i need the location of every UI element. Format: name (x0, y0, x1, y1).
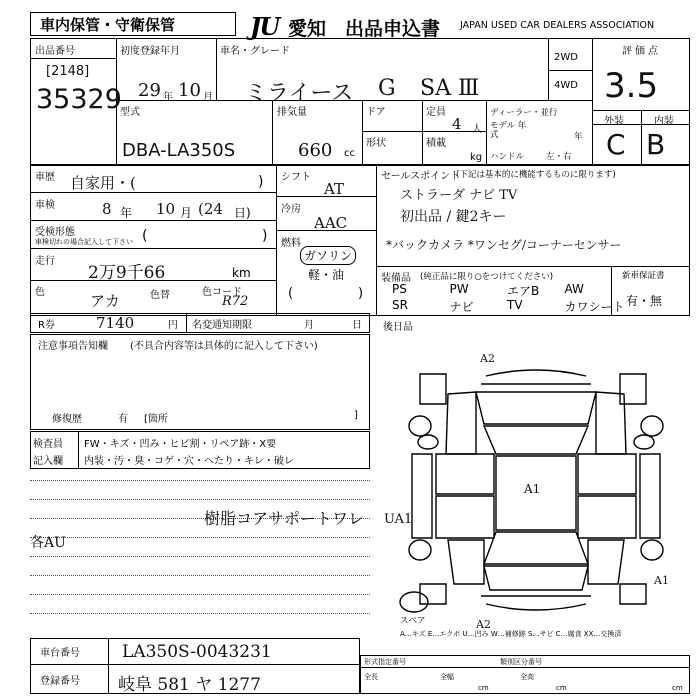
capacity-label: 定員 (426, 107, 446, 118)
doors-label: ドア (366, 107, 386, 118)
inspector-comment-1: 樹脂コアサポートワレ (204, 509, 365, 528)
equipment-item: PW (449, 282, 469, 296)
registration-label: 初度登録年月 (120, 46, 180, 57)
handle-label: ハンドル (490, 152, 525, 162)
load-unit: kg (470, 152, 483, 163)
notes-label: 注意事項告知欄 (38, 341, 108, 352)
insurance-label: 新車保証書 (622, 271, 665, 281)
equipment-note: (純正品に限り○をつけてください) (420, 272, 554, 282)
inspector-comment-2: 各AU (30, 535, 66, 551)
repaint-label: 色替 (150, 290, 170, 301)
fuel-close: ) (358, 286, 364, 301)
displacement-label: 排気量 (277, 107, 307, 118)
mileage-label: 走行 (35, 256, 55, 267)
inspector-label-1: 検査員 (33, 439, 63, 450)
association-name: JAPAN USED CAR DEALERS ASSOCIATION (460, 20, 655, 31)
rating-score: 3.5 (604, 66, 659, 106)
brand-region: 愛知 (288, 18, 327, 40)
equipment-item: SR (392, 298, 408, 312)
repair-label: 修復歴 (52, 414, 82, 425)
lot-sub-number: [2148] (46, 64, 90, 79)
model-year-unit: 年 (574, 132, 583, 142)
equipment-item: AW (564, 282, 584, 296)
equipment-item: TV (507, 298, 523, 312)
capacity-value: 4 (452, 115, 462, 133)
history-value: 自家用・( (70, 174, 136, 192)
aircon-label: 冷房 (281, 204, 301, 215)
shaken-day-unit: 日) (234, 206, 251, 220)
vehicle-grade: G (378, 76, 396, 101)
fuel-gasoline: ガソリン (300, 246, 356, 265)
displacement-value: 660 (298, 140, 333, 161)
fuel-diesel: 軽・油 (308, 268, 345, 282)
form-title: 出品申込書 (345, 18, 441, 40)
fuel-open: ( (288, 286, 294, 301)
comment-line (30, 537, 370, 538)
drive-4wd: 4WD (554, 80, 578, 91)
dims-row2-label3: 全高 (520, 673, 534, 681)
equipment-item: PS (392, 282, 407, 296)
color-code-label: 色コード (202, 287, 242, 298)
mileage-value: 2万9千66 (88, 263, 166, 283)
rear-label: 後日品 (383, 322, 413, 333)
dims-row2-label2: 全幅 (440, 673, 454, 681)
storage-label: 車内保管・守衛保管 (40, 16, 176, 34)
history-label: 車歴 (35, 172, 55, 183)
mileage-unit: km (232, 266, 251, 280)
chassis-label: 車台番号 (40, 648, 80, 659)
notes-note: (不具合内容等は具体的に記入して下さい) (130, 341, 318, 352)
comment-line (30, 480, 370, 481)
sales-points-label: セールスポイント (381, 171, 461, 182)
exterior-label: 外装 (604, 116, 624, 127)
comment-line (30, 556, 370, 557)
comment-line (30, 499, 370, 500)
fuel-label: 燃料 (281, 238, 301, 249)
dims-row2-label: 全長 (364, 673, 378, 681)
inspector-label-2: 記入欄 (33, 456, 63, 467)
dims-unit-1: cm (478, 684, 489, 692)
color-value: アカ (90, 292, 120, 310)
color-code: R72 (222, 294, 249, 309)
handle-options: 左・右 (546, 152, 572, 162)
repair-place: [箇所 (144, 414, 168, 425)
model-label: 型式 (120, 107, 140, 118)
sales-line-2: 初出品 / 鍵2キー (400, 209, 507, 225)
dims-unit-2: cm (556, 684, 567, 692)
aircon-value: AAC (314, 214, 348, 232)
shaken-month-unit: 月 (180, 206, 193, 220)
vehicle-name: ミライース (245, 81, 354, 106)
capacity-unit: 人 (472, 124, 482, 135)
equipment-item: エアB (507, 284, 540, 298)
dealer-label: ディーラー・並行 (490, 108, 558, 118)
comment-line (30, 613, 370, 614)
recycle-value: 7140 (96, 314, 135, 332)
equipment-item: ナビ (449, 300, 474, 314)
brand-logo: JU (250, 12, 279, 41)
rating-label: 評価点 (622, 46, 661, 57)
repair-close: ] (354, 410, 358, 421)
diagram-mark-roof: A1 (524, 482, 541, 496)
expiry-month: 月 (304, 320, 314, 331)
shaken-label: 車検 (35, 200, 55, 211)
diagram-mark-bottom: A2 (476, 618, 491, 631)
load-label: 積載 (426, 138, 446, 149)
equipment-label: 装備品 (381, 273, 411, 284)
interior-label: 内装 (654, 116, 674, 127)
inspector-row-1: FW・キズ・凹み・ヒビ割・リペア跡・X要 (84, 439, 277, 450)
registration-month: 10 (178, 80, 201, 101)
vehicle-grade2: SA Ⅲ (420, 76, 480, 101)
recycle-unit: 円 (168, 320, 178, 331)
expiry-day: 日 (352, 320, 362, 331)
sales-points-note: (下記は基本的に機能するものに限ります) (456, 170, 616, 180)
comment-line (30, 575, 370, 576)
expiry-label: 名変通知期限 (192, 320, 252, 331)
chassis-value: LA350S-0043231 (122, 642, 272, 662)
plate-label: 登録番号 (40, 676, 80, 687)
registration-month-unit: 月 (203, 92, 213, 103)
model-year-label: モデル 年式 (490, 121, 527, 140)
model-value: DBA-LA350S (122, 140, 236, 161)
interior-grade: B (646, 128, 666, 161)
inspector-comment-3: UA1 (384, 512, 413, 527)
registration-year: 29 (138, 80, 161, 101)
diagram-legend: A…キズ E…エクボ U…凹み W…補修跡 S…サビ C…腐食 XX…交換済 (400, 630, 622, 638)
comment-line (30, 594, 370, 595)
dims-unit-3: cm (672, 684, 683, 692)
shape-label: 形状 (366, 138, 386, 149)
equipment-grid (380, 282, 625, 314)
shaken-month: 10 (156, 200, 176, 218)
shaken-day: (24 (198, 200, 223, 218)
exempt-note: 車検切れの場合記入して下さい (35, 238, 133, 246)
diagram-spare: スペア (400, 616, 426, 626)
lot-label: 出品番号 (35, 46, 75, 57)
diagram-mark-top: A2 (480, 352, 495, 365)
repair-value: 有 (118, 414, 128, 425)
sales-line-3: *バックカメラ *ワンセグ/コーナーセンサー (386, 238, 622, 252)
shaken-year: 8 (102, 200, 112, 218)
vehicle-name-label: 車名・グレード (220, 46, 290, 57)
history-close: ) (258, 174, 264, 190)
drive-2wd: 2WD (554, 52, 578, 63)
recycle-label: R券 (38, 320, 55, 331)
equipment-item: カワシート (564, 300, 625, 314)
lot-number: 35329 (36, 84, 122, 115)
plate-value: 岐阜 581 ヤ 1277 (118, 675, 261, 695)
registration-year-unit: 年 (163, 92, 173, 103)
shift-label: シフト (281, 172, 311, 183)
exempt-label: 受検形態 (35, 227, 75, 238)
insurance-options: 有・無 (626, 294, 663, 308)
displacement-unit: cc (344, 148, 355, 159)
sales-line-1: ストラーダ ナビ TV (400, 188, 518, 203)
dims-row1-label: 形式指定番号 (364, 658, 406, 666)
shaken-year-unit: 年 (120, 206, 133, 220)
exempt-close: ) (262, 228, 268, 244)
color-label: 色 (35, 287, 45, 298)
diagram-mark-right: A1 (654, 574, 669, 587)
shift-value: AT (324, 180, 345, 198)
inspector-row-2: 内装・汚・臭・コゲ・穴・へたり・キレ・破レ (84, 456, 294, 467)
exempt-open: ( (142, 228, 148, 244)
exterior-grade: C (606, 128, 626, 161)
dims-row1-label2: 類別区分番号 (500, 658, 542, 666)
